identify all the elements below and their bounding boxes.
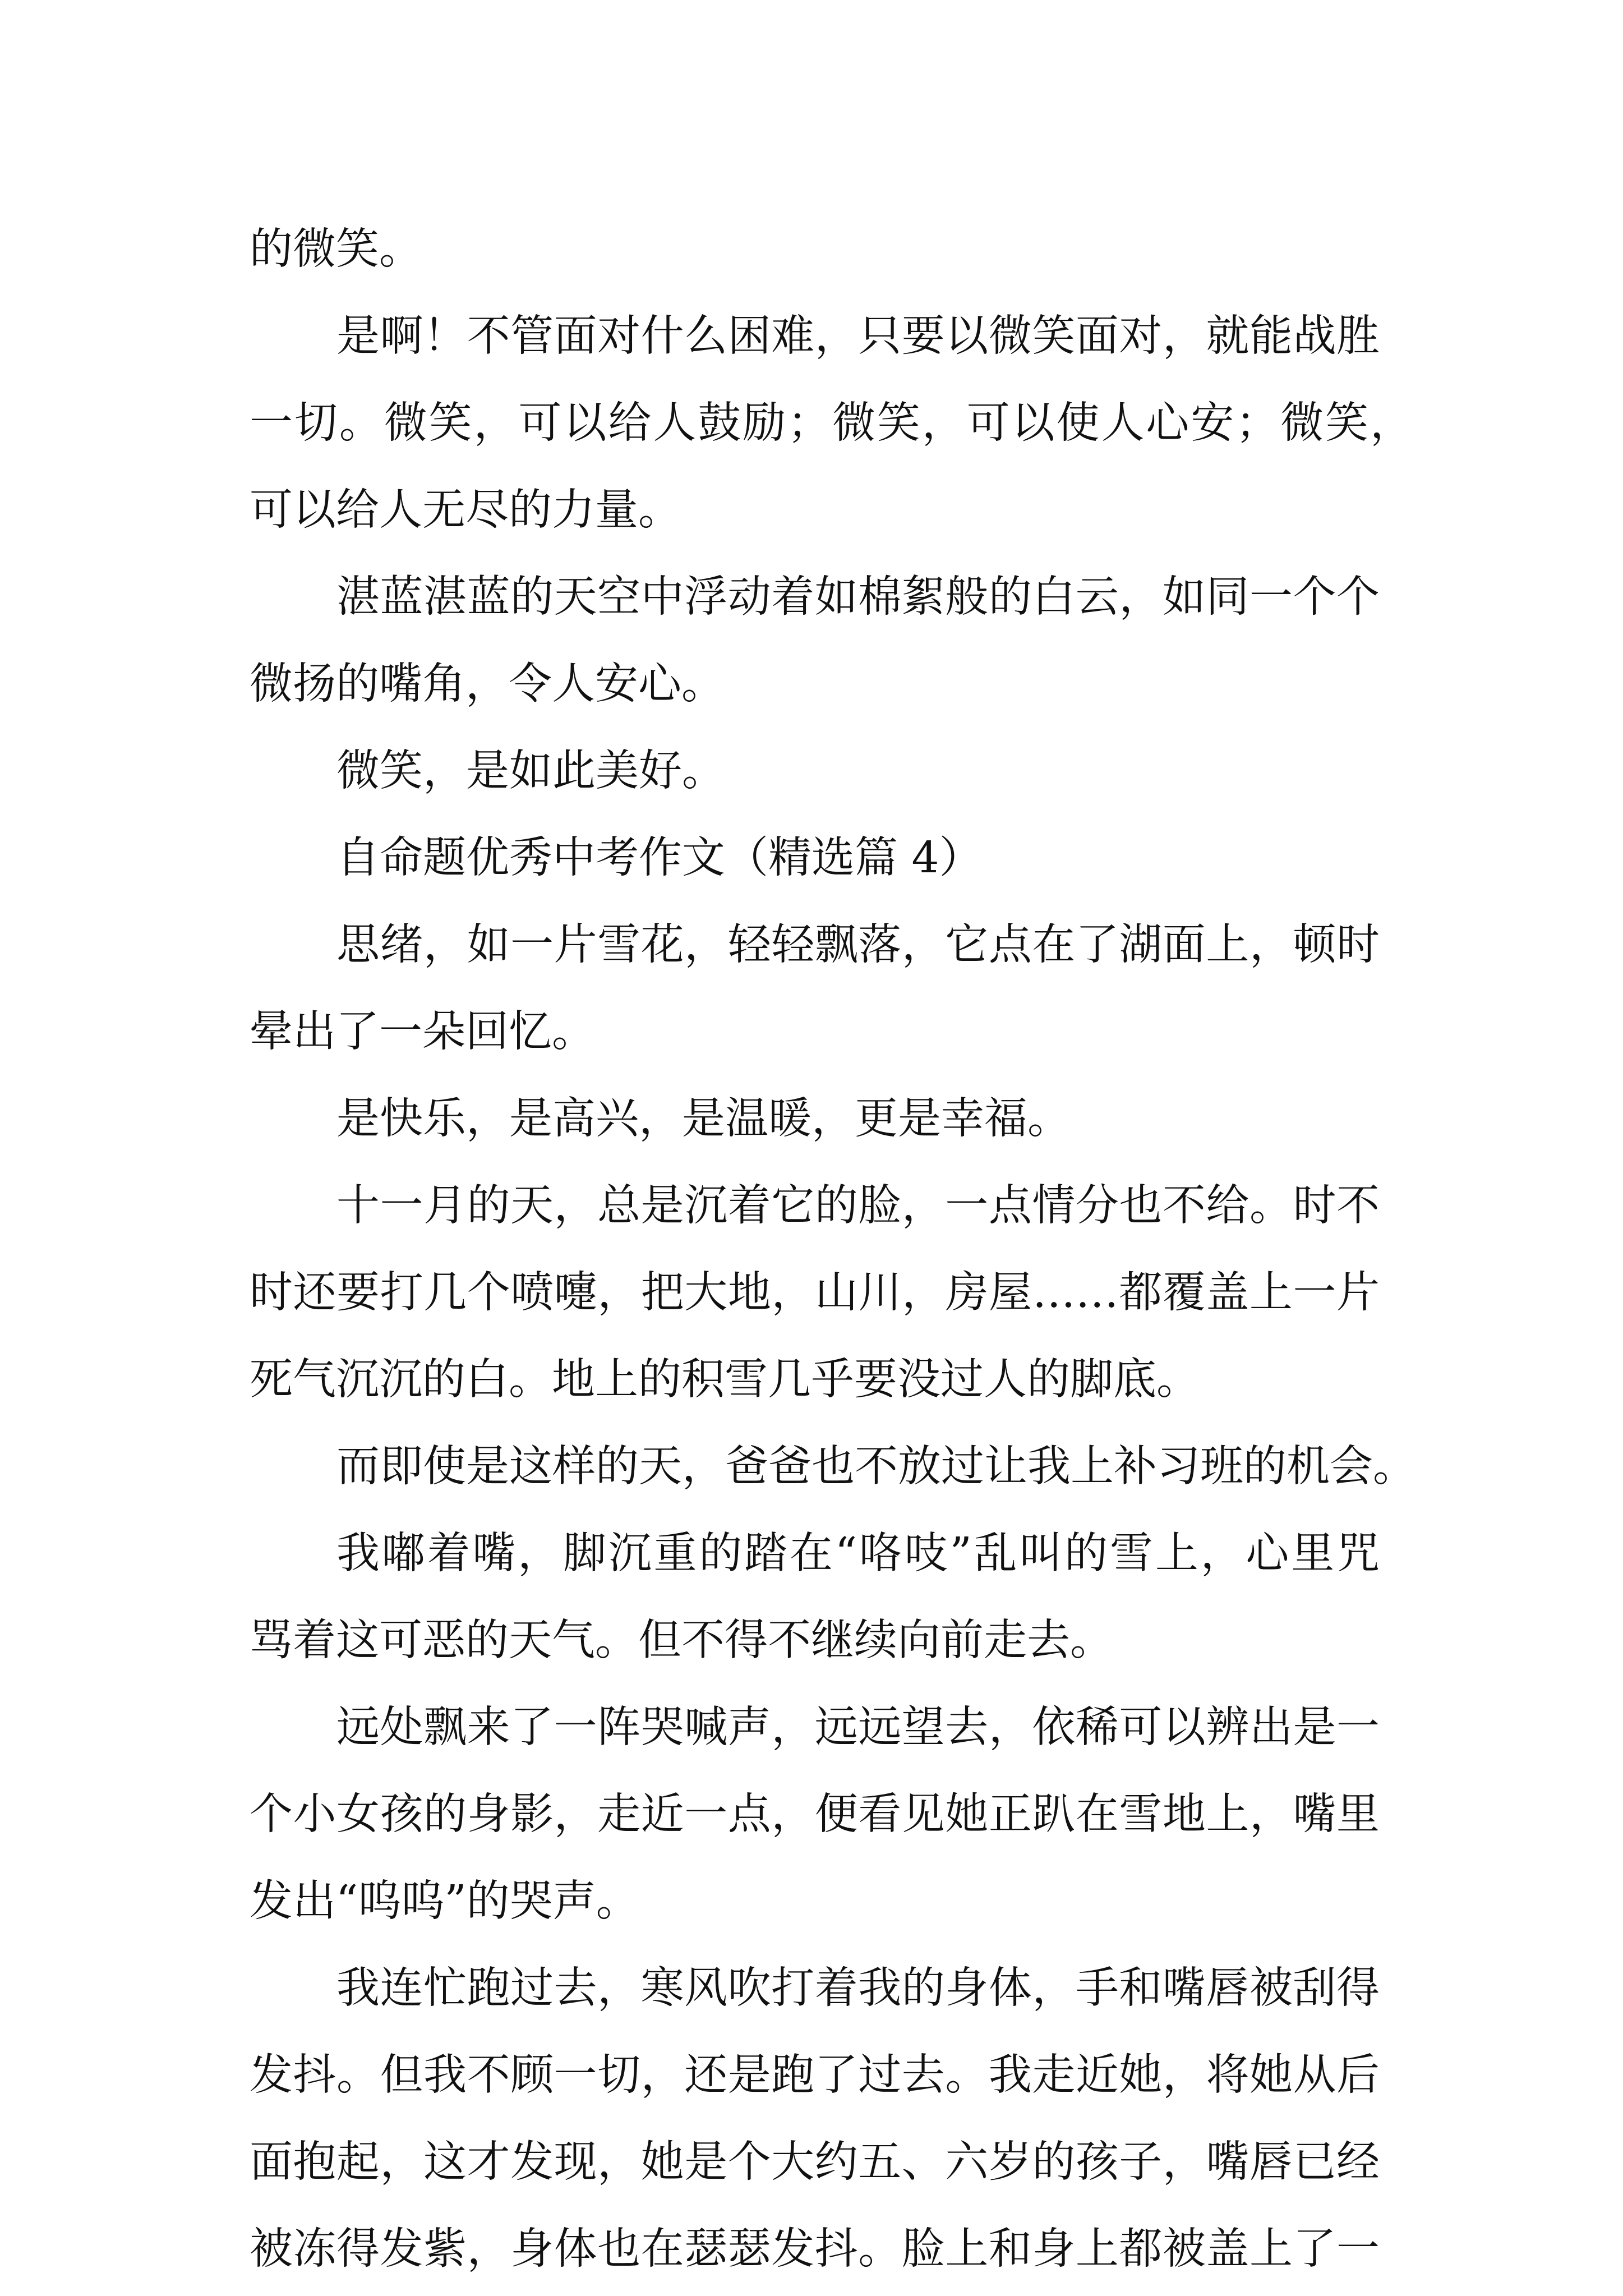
text-line: 是啊！不管面对什么困难，只要以微笑面对，就能战胜 [336, 311, 1380, 361]
text-line: 可以给人无尽的力量。 [250, 485, 681, 535]
text-line: 发抖。但我不顾一切，还是跑了过去。我走近她，将她从后 [250, 2050, 1380, 2100]
text-line: 而即使是这样的天，爸爸也不放过让我上补习班的机会。 [336, 1442, 1416, 1492]
text-line: 发出“呜呜”的哭声。 [250, 1876, 639, 1926]
text-line: 是快乐，是高兴，是温暖，更是幸福。 [336, 1094, 1071, 1144]
section-heading: 自命题优秀中考作文（精选篇 4） [336, 833, 983, 883]
text-line: 面抱起，这才发现，她是个大约五、六岁的孩子，嘴唇已经 [250, 2137, 1380, 2187]
text-line: 微笑，是如此美好。 [336, 746, 725, 796]
text-line: 时还要打几个喷嚏，把大地，山川，房屋……都覆盖上一片 [250, 1268, 1380, 1318]
text-line: 死气沉沉的白。地上的积雪几乎要没过人的脚底。 [250, 1355, 1200, 1405]
text-line: 微扬的嘴角，令人安心。 [250, 659, 725, 709]
text-line: 个小女孩的身影，走近一点，便看见她正趴在雪地上，嘴里 [250, 1789, 1380, 1839]
text-line: 被冻得发紫，身体也在瑟瑟发抖。脸上和身上都被盖上了一 [250, 2224, 1380, 2274]
text-line: 一切。微笑，可以给人鼓励；微笑，可以使人心安；微笑， [250, 398, 1413, 448]
text-line: 晕出了一朵回忆。 [250, 1007, 595, 1057]
text-line: 十一月的天，总是沉着它的脸，一点情分也不给。时不 [336, 1181, 1380, 1231]
text-line: 我连忙跑过去，寒风吹打着我的身体，手和嘴唇被刮得 [336, 1963, 1380, 2013]
text-line: 远处飘来了一阵哭喊声，远远望去，依稀可以辨出是一 [336, 1703, 1380, 1752]
text-line: 的微笑。 [250, 224, 422, 274]
text-line: 湛蓝湛蓝的天空中浮动着如棉絮般的白云，如同一个个 [336, 572, 1380, 622]
text-line: 骂着这可恶的天气。但不得不继续向前走去。 [250, 1616, 1113, 1665]
text-line: 思绪，如一片雪花，轻轻飘落，它点在了湖面上，顿时 [336, 920, 1380, 970]
text-line: 我嘟着嘴，脚沉重的踏在“咯吱”乱叫的雪上，心里咒 [336, 1529, 1380, 1579]
